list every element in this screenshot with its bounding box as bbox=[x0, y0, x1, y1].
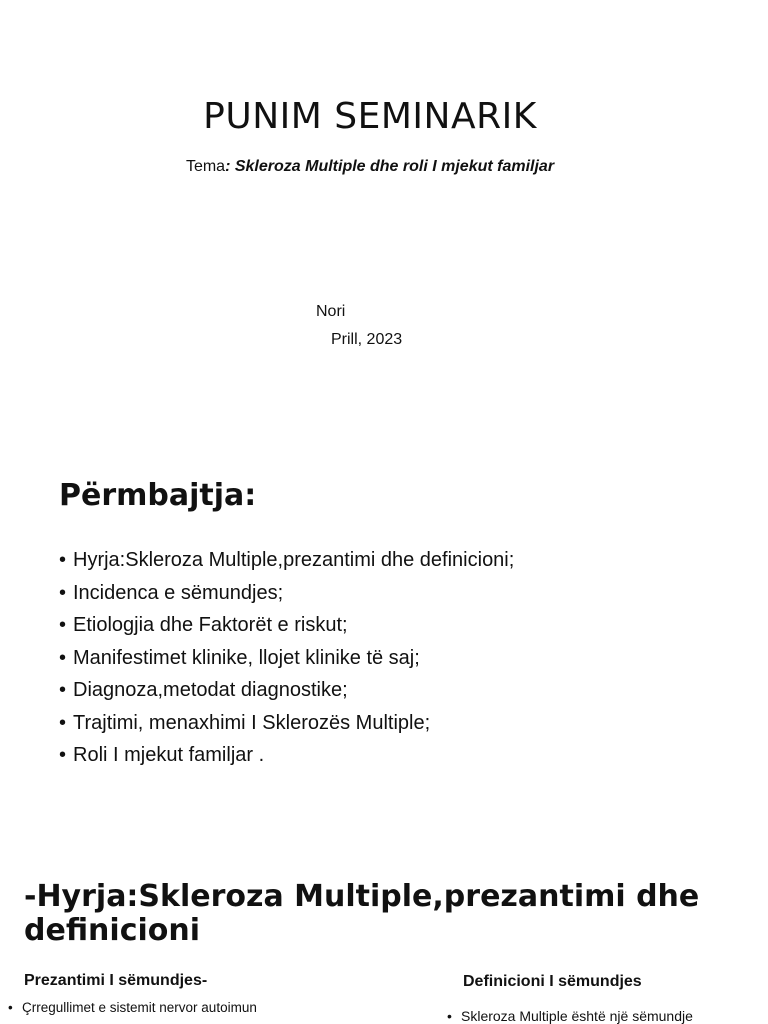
table-of-contents-slide bbox=[0, 432, 768, 852]
toc-item bbox=[59, 609, 514, 642]
definition-column-heading: Definicioni I sëmundjes bbox=[463, 973, 642, 990]
toc-item-text: Hyrja:Skleroza Multiple,prezantimi dhe definicioni; bbox=[73, 549, 515, 571]
introduction-slide bbox=[0, 852, 768, 1024]
left-bullet-text: Çrregullimet e sistemit nervor autoimun bbox=[22, 1000, 257, 1015]
presentation-date: Prill, 2023 bbox=[331, 331, 403, 348]
bullet-icon: • bbox=[59, 744, 67, 766]
toc-item bbox=[59, 707, 514, 740]
toc-item bbox=[59, 642, 514, 675]
presentation-column-text bbox=[8, 1000, 308, 1016]
intro-heading: -Hyrja:Skleroza Multiple,prezantimi dhe definicioni bbox=[24, 879, 700, 948]
definition-column-text bbox=[447, 1008, 737, 1024]
presentation-title: PUNIM SEMINARIK bbox=[203, 96, 537, 137]
toc-item bbox=[59, 674, 514, 707]
toc-item bbox=[59, 544, 514, 577]
presentation-subtitle bbox=[0, 158, 740, 176]
bullet-icon: • bbox=[447, 1008, 452, 1024]
toc-item-text: Roli I mjekut familjar . bbox=[73, 744, 265, 766]
toc-list bbox=[59, 544, 514, 772]
bullet-icon: • bbox=[8, 1000, 13, 1015]
toc-item bbox=[59, 577, 514, 610]
toc-item bbox=[59, 739, 514, 772]
toc-item-text: Incidenca e sëmundjes; bbox=[73, 581, 284, 604]
toc-item-text: Manifestimet klinike, llojet klinike të saj; bbox=[73, 646, 420, 669]
bullet-icon: • bbox=[59, 581, 67, 604]
presentation-column-heading: Prezantimi I sëmundjes- bbox=[24, 972, 208, 989]
toc-item-text: Etiologjia dhe Faktorët e riskut; bbox=[73, 614, 348, 636]
toc-item-text: Diagnoza,metodat diagnostike; bbox=[73, 679, 348, 701]
toc-heading: Përmbajtja: bbox=[59, 478, 257, 513]
author-name: Nori bbox=[316, 303, 346, 320]
subtitle-prefix: Tema bbox=[185, 158, 226, 175]
subtitle-topic: Skleroza Multiple dhe roli I mjekut familjar bbox=[234, 158, 555, 175]
title-slide bbox=[0, 0, 768, 432]
bullet-icon: • bbox=[59, 549, 67, 571]
bullet-icon: • bbox=[59, 646, 67, 669]
right-bullet-text: Skleroza Multiple është një sëmundje bbox=[461, 1008, 693, 1024]
bullet-icon: • bbox=[59, 679, 67, 701]
subtitle-colon: : bbox=[225, 158, 235, 175]
bullet-icon: • bbox=[59, 614, 67, 636]
toc-item-text: Trajtimi, menaxhimi I Sklerozës Multiple; bbox=[73, 711, 431, 734]
bullet-icon: • bbox=[59, 711, 67, 734]
